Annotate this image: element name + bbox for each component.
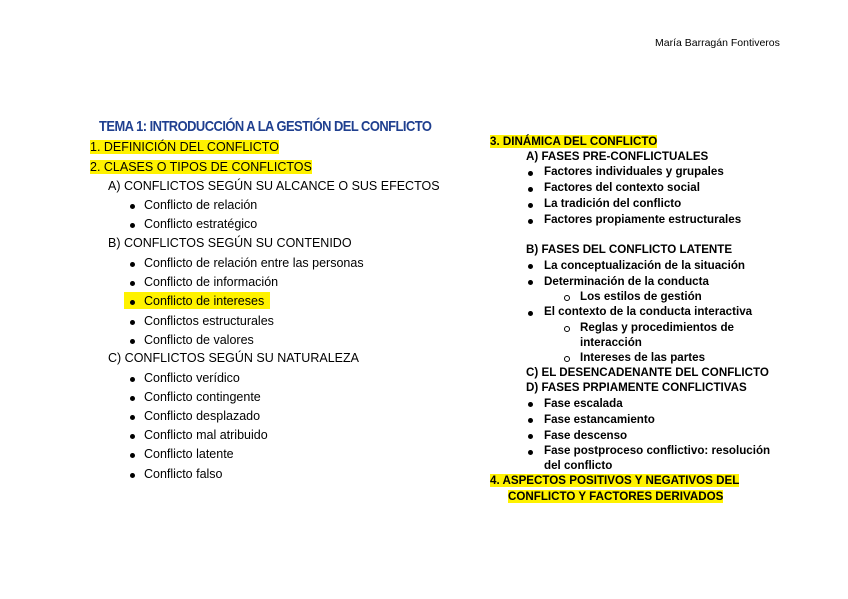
list-item: Conflicto verídico [144, 371, 240, 385]
list-item: Conflicto latente [144, 447, 234, 461]
phase-a: A) FASES PRE-CONFLICTUALES [526, 150, 709, 163]
subsection-c: C) CONFLICTOS SEGÚN SU NATURALEZA [108, 351, 359, 365]
circle-bullet-icon [564, 356, 570, 362]
sub-item: Reglas y procedimientos de [580, 321, 734, 334]
list-item: Conflicto desplazado [144, 409, 261, 423]
phase-b: B) FASES DEL CONFLICTO LATENTE [526, 243, 733, 256]
bullet-icon [130, 281, 135, 286]
section-2: 2. CLASES O TIPOS DE CONFLICTOS [90, 160, 312, 174]
bullet-icon [528, 434, 533, 439]
bullet-icon [528, 264, 533, 269]
bullet-icon [130, 300, 135, 305]
section-4-cont: CONFLICTO Y FACTORES DERIVADOS [508, 490, 724, 503]
list-item: Factores individuales y grupales [544, 165, 724, 178]
bullet-icon [130, 262, 135, 267]
section-3: 3. DINÁMICA DEL CONFLICTO [490, 135, 658, 148]
author-name: María Barragán Fontiveros [655, 37, 780, 49]
subsection-b: B) CONFLICTOS SEGÚN SU CONTENIDO [108, 236, 352, 250]
sub-item: Los estilos de gestión [580, 290, 702, 303]
list-item: Fase escalada [544, 397, 623, 410]
list-item: Conflicto mal atribuido [144, 428, 268, 442]
list-item: Fase estancamiento [544, 413, 655, 426]
sub-item-cont: interacción [580, 336, 642, 349]
list-item: La tradición del conflicto [544, 197, 682, 210]
list-item: Fase postproceso conflictivo: resolución [544, 444, 771, 457]
section-4: 4. ASPECTOS POSITIVOS Y NEGATIVOS DEL [490, 474, 740, 487]
list-item: El contexto de la conducta interactiva [544, 305, 753, 318]
list-item: Determinación de la conducta [544, 275, 709, 288]
list-item: Fase descenso [544, 429, 628, 442]
bullet-icon [528, 187, 533, 192]
list-item: Conflicto de relación [144, 198, 258, 212]
bullet-icon [130, 377, 135, 382]
list-item-highlighted: Conflicto de intereses [144, 294, 265, 308]
bullet-icon [130, 320, 135, 325]
list-item: Factores del contexto social [544, 181, 700, 194]
list-item: Conflicto estratégico [144, 217, 258, 231]
list-item-cont: del conflicto [544, 459, 613, 472]
bullet-icon [528, 450, 533, 455]
bullet-icon [130, 223, 135, 228]
bullet-icon [130, 473, 135, 478]
bullet-icon [528, 203, 533, 208]
list-item: Factores propiamente estructurales [544, 213, 742, 226]
bullet-icon [130, 415, 135, 420]
list-item: Conflictos estructurales [144, 314, 274, 328]
bullet-icon [528, 171, 533, 176]
subsection-a: A) CONFLICTOS SEGÚN SU ALCANCE O SUS EFECTOS [108, 179, 440, 193]
bullet-icon [528, 402, 533, 407]
list-item: Conflicto de información [144, 275, 279, 289]
list-item: Conflicto contingente [144, 390, 261, 404]
phase-d: D) FASES PRPIAMENTE CONFLICTIVAS [526, 381, 747, 394]
list-item: La conceptualización de la situación [544, 259, 746, 272]
bullet-icon [528, 219, 533, 224]
bullet-icon [130, 339, 135, 344]
document-title: TEMA 1: INTRODUCCIÓN A LA GESTIÓN DEL CONFLICTO [99, 118, 432, 135]
phase-c: C) EL DESENCADENANTE DEL CONFLICTO [526, 366, 769, 379]
bullet-icon [528, 280, 533, 285]
sub-item: Intereses de las partes [580, 351, 706, 364]
bullet-icon [130, 453, 135, 458]
list-item: Conflicto de relación entre las personas [144, 256, 364, 270]
circle-bullet-icon [564, 295, 570, 301]
bullet-icon [130, 396, 135, 401]
section-1: 1. DEFINICIÓN DEL CONFLICTO [90, 140, 279, 154]
list-item: Conflicto falso [144, 467, 223, 481]
bullet-icon [528, 418, 533, 423]
bullet-icon [528, 311, 533, 316]
bullet-icon [130, 434, 135, 439]
circle-bullet-icon [564, 326, 570, 332]
bullet-icon [130, 204, 135, 209]
list-item: Conflicto de valores [144, 333, 254, 347]
